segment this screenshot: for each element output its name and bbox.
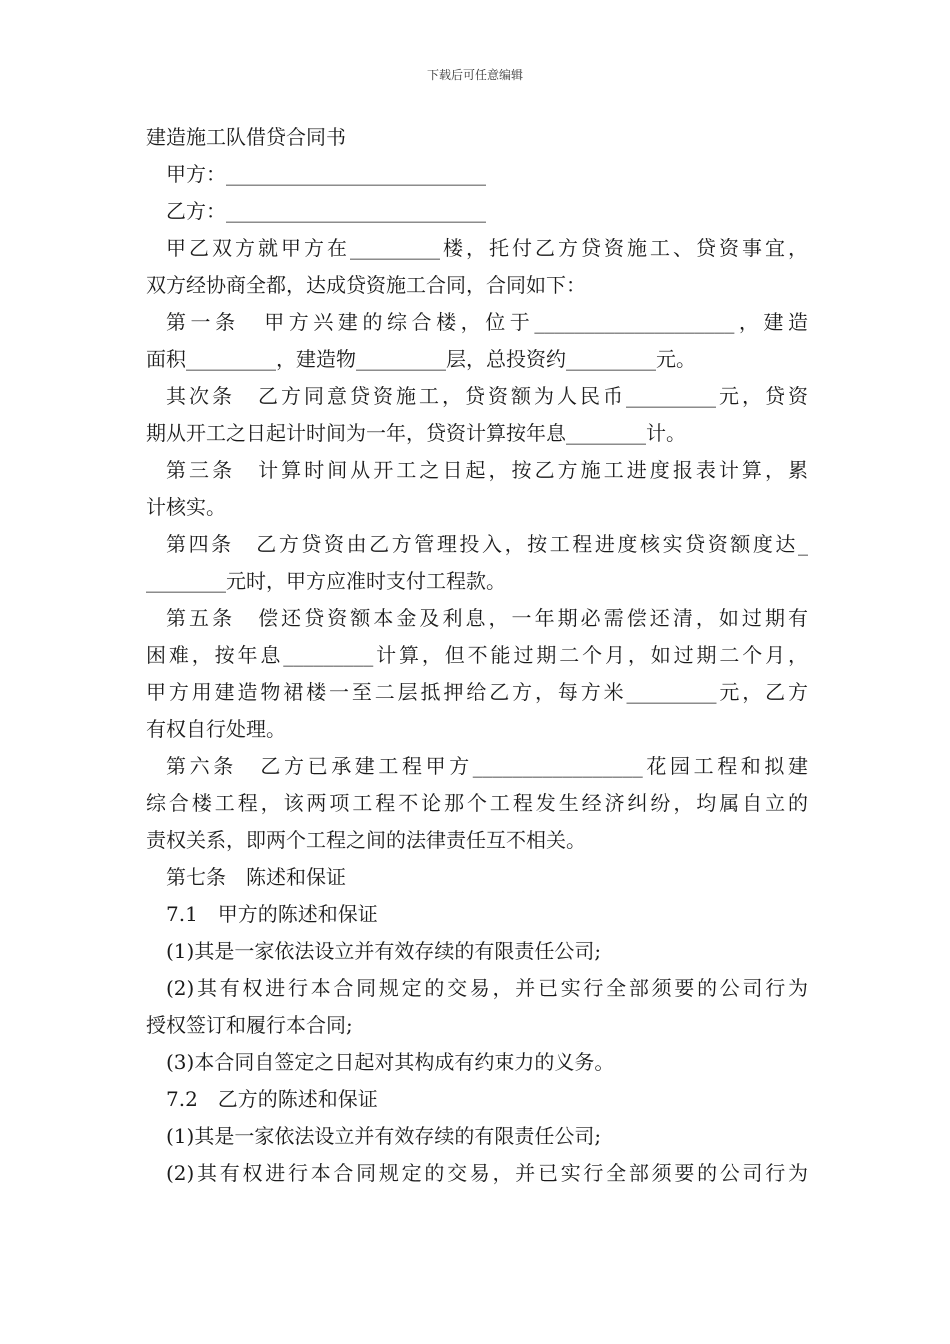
contract-line: 责权关系，即两个工程之间的法律责任互不相关。 — [146, 828, 586, 852]
contract-line: 第七条 陈述和保证 — [166, 865, 346, 889]
contract-text — [146, 156, 808, 1192]
document-title: 建造施工队借贷合同书 — [146, 125, 346, 149]
contract-line: 7.2 乙方的陈述和保证 — [166, 1087, 378, 1111]
contract-line: 综合楼工程，该两项工程不论那个工程发生经济纠纷，均属自立的 — [146, 791, 808, 815]
contract-line: 甲方：__________________________ — [166, 162, 486, 186]
contract-line: 第四条 乙方贷资由乙方管理投入，按工程进度核实贷资额度达_ — [166, 532, 808, 556]
contract-line: (1)其是一家依法设立并有效存续的有限责任公司; — [166, 939, 602, 963]
contract-line: 甲方用建造物裙楼一至二层抵押给乙方，每方米_________元，乙方 — [146, 680, 808, 704]
contract-line: 第五条 偿还贷资额本金及利息，一年期必需偿还清，如过期有 — [166, 606, 808, 630]
contract-line: 有权自行处理。 — [146, 717, 286, 741]
contract-line: (3)本合同自签定之日起对其构成有约束力的义务。 — [166, 1050, 615, 1074]
contract-line: 双方经协商全都，达成贷资施工合同，合同如下： — [146, 273, 586, 297]
contract-line: 第一条 甲方兴建的综合楼，位于____________________，建造 — [166, 310, 808, 334]
contract-line: 期从开工之日起计时间为一年，贷资计算按年息________计。 — [146, 421, 686, 445]
contract-line: 甲乙双方就甲方在_________楼，托付乙方贷资施工、贷资事宜， — [166, 236, 808, 260]
contract-line: 第六条 乙方已承建工程甲方_________________花园工程和拟建 — [166, 754, 808, 778]
contract-body — [146, 118, 808, 1192]
contract-line: (2)其有权进行本合同规定的交易，并已实行全部须要的公司行为 — [166, 1161, 808, 1185]
contract-line: (1)其是一家依法设立并有效存续的有限责任公司; — [166, 1124, 602, 1148]
contract-line: 困难，按年息_________计算，但不能过期二个月，如过期二个月， — [146, 643, 808, 667]
contract-line: (2)其有权进行本合同规定的交易，并已实行全部须要的公司行为 — [166, 976, 808, 1000]
page-header-note: 下载后可任意编辑 — [426, 68, 523, 82]
contract-line: 授权签订和履行本合同; — [146, 1013, 353, 1037]
contract-line: 面积_________，建造物_________层，总投资约_________元。 — [146, 347, 696, 371]
contract-line: ________元时，甲方应准时支付工程款。 — [146, 569, 506, 593]
contract-line: 乙方：__________________________ — [166, 199, 486, 223]
contract-line: 第三条 计算时间从开工之日起，按乙方施工进度报表计算，累 — [166, 458, 808, 482]
contract-line: 7.1 甲方的陈述和保证 — [166, 902, 378, 926]
contract-line: 其次条 乙方同意贷资施工，贷资额为人民币_________元，贷资 — [166, 384, 808, 408]
contract-line: 计核实。 — [146, 495, 226, 519]
